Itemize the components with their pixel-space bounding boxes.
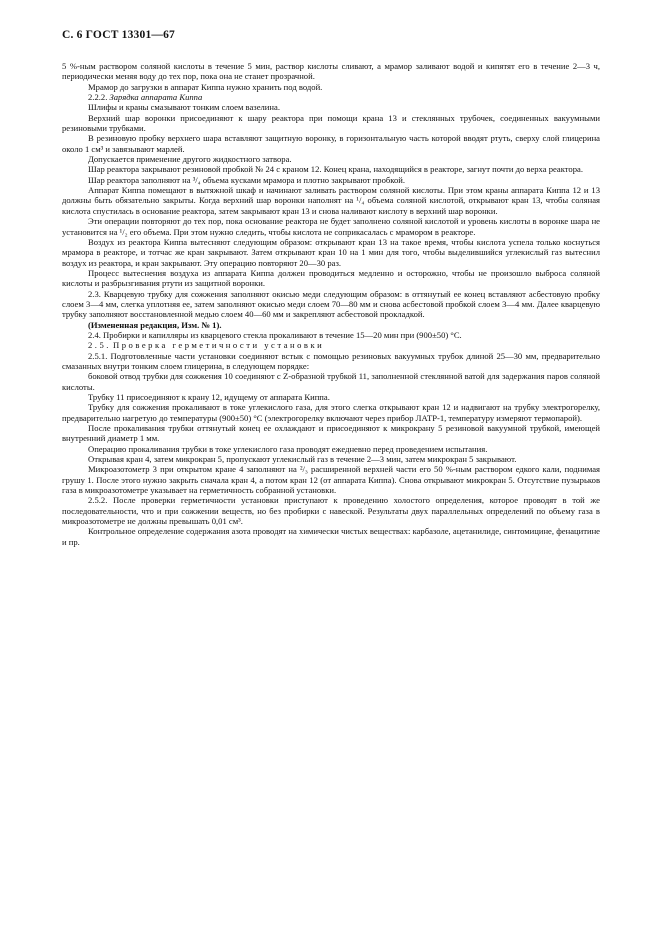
section-heading — [62, 92, 600, 102]
paragraph: Эти операции повторяют до тех пор, пока основание реактора не будет заполнено соляной кислотой и уровень кислоты в воронке шара не установится на ¹/₂ его объема. При этом нужно следить, чтобы кислота не соприкасалась с мрамором в реакторе. — [62, 216, 600, 237]
paragraph: Шар реактора закрывают резиновой пробкой № 24 с краном 12. Конец крана, находящийся в реакторе, загнут почти до верха реактора. — [88, 164, 583, 175]
paragraph: 5 %-ным раствором соляной кислоты в течение 5 мин, раствор кислоты сливают, а мрамор заливают водой и кипятят его в течение 2—3 ч, периодически меняя воду до тех пор, пока она не станет прозрачной. — [62, 61, 600, 82]
paragraph: Операцию прокаливания трубки в токе углекислого газа проводят ежедневно перед проведением испытания. — [88, 443, 488, 454]
paragraph: Воздух из реактора Киппа вытесняют следующим образом: открывают кран 13 на такое время, чтобы кислота успела только коснуться мрамора в реакторе, и тотчас же кран закрывают. Затем открывают кран 10 на 1 мин для того, чтобы выделившийся углекислый газ вытеснил воздух из реактора, и кран закрывают. Эту операцию повторяют 20—30 раз. — [62, 236, 600, 268]
paragraph: После прокаливания трубки оттянутый конец ее охлаждают и присоединяют к микрокрану 5 резиновой вакуумной трубкой, имеющей внутренний диаметр 1 мм. — [62, 423, 600, 444]
section-heading — [62, 340, 600, 350]
section-title: Зарядка аппарата Киппа — [109, 92, 203, 103]
paragraph: боковой отвод трубки для сожжения 10 соединяют с Z-образной трубкой 11, заполненной стеклянной ватой для задержания паров соляной кислоты. — [62, 371, 600, 392]
paragraph: Верхний шар воронки присоединяют к шару реактора при помощи крана 13 и стеклянных трубочек, соединенных вакуумными резиновыми трубками. — [62, 112, 600, 134]
paragraph: Шар реактора заполняют на ³/₄ объема кусками мрамора и плотно закрывают пробкой. — [88, 174, 406, 185]
paragraph: Трубку для сожжения прокаливают в токе углекислого газа, для этого слегка открывают кран 12 и надвигают на трубку электрогорелку, предварительно нагретую до температуры (900±50) °С (электрогорелку включают через прибор ЛАТР-1, температуру измеряют термопарой). — [62, 402, 600, 423]
document-body — [62, 61, 600, 547]
section-number: 2.2.2. — [88, 92, 108, 103]
paragraph: 2.3. Кварцевую трубку для сожжения заполняют окисью меди следующим образом: в оттянутый ее конец вставляют асбестовую пробку слоем 3—4 мм, слегка уплотняя ее, затем заполняют окисью меди слоем 70—80 мм и снова асбестовой пробкой слоем 3—4 мм. Далее кварцевую трубку заполняют восстановленной медью слоем 40—60 мм и закрепляют асбестовой прокладкой. — [62, 288, 600, 320]
paragraph: Открывая кран 4, затем микрокран 5, пропускают углекислый газ в течение 2—3 мин, затем микрокран 5 закрывают. — [88, 454, 517, 465]
paragraph: В резиновую пробку верхнего шара вставляют защитную воронку, в горизонтальную часть которой вводят ртуть, сверху слой глицерина около 1 см³ и завязывают марлей. — [62, 133, 600, 154]
amendment-note: (Измененная редакция, Изм. № 1). — [88, 319, 222, 330]
paragraph: Мрамор до загрузки в аппарат Киппа нужно хранить под водой. — [88, 81, 323, 92]
page-header: С. 6 ГОСТ 13301—67 — [62, 29, 175, 41]
paragraph: Трубку 11 присоединяют к крану 12, идущему от аппарата Киппа. — [88, 392, 330, 402]
paragraph: Допускается применение другого жидкостного затвора. — [88, 154, 292, 165]
paragraph: 2.5.2. После проверки герметичности установки приступают к проведению холостого определения, которое проводят в той же последовательности, что и при сожжении веществ, но без пробирки с навеской. Результаты двух параллельных определений по объему газа в микроазотометре не должны превышать 0,01 см³. — [62, 495, 600, 527]
paragraph: 2.5.1. Подготовленные части установки соединяют встык с помощью резиновых вакуумных трубок длиной 25—30 мм, предварительно смазанных внутри тонким слоем глицерина, в следующем порядке: — [62, 350, 600, 371]
paragraph: Контрольное определение содержания азота проводят на химически чистых веществах: карбазоле, ацетанилиде, синтомицине, фенацитине и пр. — [62, 526, 600, 547]
paragraph: Микроазотометр 3 при открытом кране 4 заполняют на ²/₃ расширенной верхней части его 50 %-ным раствором едкого кали, поднимая грушу 1. После этого нужно закрыть сначала кран 4, а потом кран 12 (от аппарата Киппа). Снова открывают микрокран 5. Отсутствие пузырьков газа в микроазотометре указывает на герметичность собранной установки. — [62, 464, 600, 496]
paragraph: Аппарат Киппа помещают в вытяжной шкаф и начинают заливать раствором соляной кислоты. При этом краны аппарата Киппа 12 и 13 должны быть обязательно закрыты. Когда верхний шар воронки наполнят на ¹/₄ объема соляной кислотой, открывают кран 13, чтобы соляная кислота спустилась в основание реактора, затем закрывают кран 13 и снова наливают кислоту в верхний шар воронки. — [62, 185, 600, 216]
paragraph: Процесс вытеснения воздуха из аппарата Киппа должен проводиться медленно и осторожно, чтобы не произошло выброса соляной кислоты и разбрызгивания ртути из защитной воронки. — [62, 267, 600, 289]
paragraph: 2.4. Пробирки и капилляры из кварцевого стекла прокаливают в течение 15—20 мин при (900±50) °С. — [88, 329, 462, 340]
section-title: Проверка герметичности установки — [113, 340, 325, 351]
section-number: 2.5. — [88, 340, 111, 351]
paragraph: Шлифы и краны смазывают тонким слоем вазелина. — [88, 102, 280, 113]
